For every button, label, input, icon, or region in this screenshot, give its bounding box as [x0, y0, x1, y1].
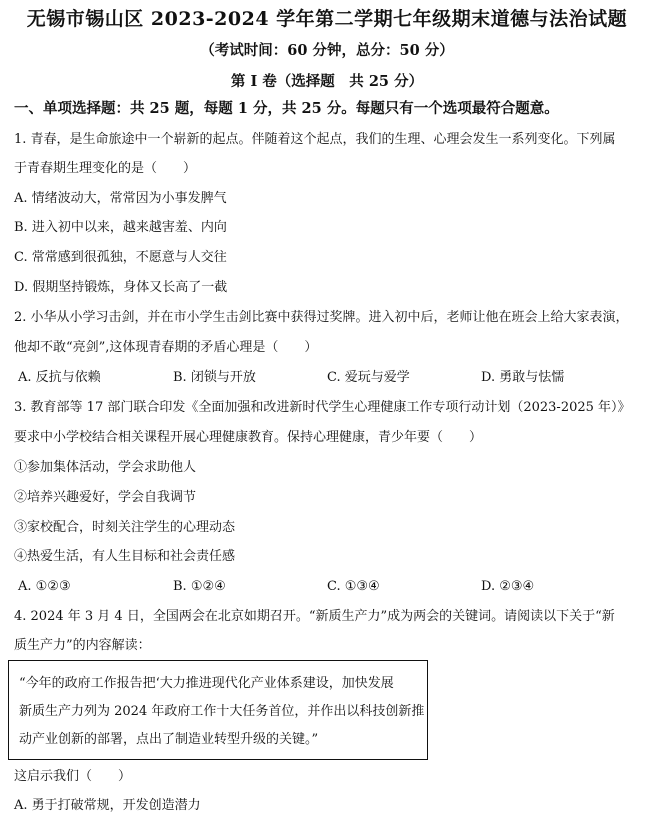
- q2-option-c: C. 爱玩与爱学: [327, 370, 410, 385]
- q1-stem-line2: 于青春期生理变化的是（ ）: [14, 161, 197, 176]
- section-heading: 一、单项选择题：共 25 题，每题 1 分，共 25 分。每题只有一个选项最符合题意。: [14, 100, 559, 117]
- q3-option-d: D. ②③④: [481, 579, 535, 594]
- q4-prompt: 这启示我们（ ）: [14, 769, 132, 784]
- quote-line-3: 动产业创新的部署，点出了制造业转型升级的关键。”: [19, 732, 319, 747]
- exam-info: （考试时间：60 分钟，总分：50 分）: [200, 42, 454, 59]
- q3-option-c: C. ①③④: [327, 579, 380, 594]
- exam-title: 无锡市锡山区 2023-2024 学年第二学期七年级期末道德与法治试题: [26, 8, 628, 30]
- q3-item-4: ④热爱生活，有人生目标和社会责任感: [14, 549, 236, 564]
- q2-stem-line1: 2. 小华从小学习击剑，并在市小学生击剑比赛中获得过奖牌。进入初中后，老师让他在班会上给大家表演，: [14, 310, 629, 325]
- q1-option-d: D. 假期坚持锻炼，身体又长高了一截: [14, 280, 228, 295]
- quote-box: [8, 660, 428, 760]
- volume-title: 第 I 卷（选择题 共 25 分）: [230, 73, 424, 90]
- q2-option-b: B. 闭锁与开放: [173, 370, 256, 385]
- q4-stem-line2: 质生产力”的内容解读：: [14, 638, 151, 653]
- q3-item-3: ③家校配合，时刻关注学生的心理动态: [14, 520, 236, 535]
- q2-stem-line2: 他却不敢“亮剑”,这体现青春期的矛盾心理是（ ）: [14, 340, 318, 355]
- q2-option-d: D. 勇敢与怯懦: [481, 370, 565, 385]
- q4-option-a: A. 勇于打破常规，开发创造潜力: [14, 798, 201, 813]
- q2-option-a: A. 反抗与依赖: [18, 370, 101, 385]
- q3-option-a: A. ①②③: [18, 579, 71, 594]
- q1-option-b: B. 进入初中以来，越来越害羞、内向: [14, 220, 227, 235]
- q3-option-b: B. ①②④: [173, 579, 226, 594]
- q1-stem-line1: 1. 青春，是生命旅途中一个崭新的起点。伴随着这个起点，我们的生理、心理会发生一系列变化。下列属: [14, 132, 616, 147]
- q1-option-c: C. 常常感到很孤独，不愿意与人交往: [14, 250, 227, 265]
- quote-line-1: “今年的政府工作报告把‘大力推进现代化产业体系建设，加快发展: [19, 676, 394, 691]
- q3-item-1: ①参加集体活动，学会求助他人: [14, 460, 197, 475]
- q3-item-2: ②培养兴趣爱好，学会自我调节: [14, 490, 197, 505]
- quote-line-2: 新质生产力列为 2024 年政府工作十大任务首位，并作出以科技创新推: [19, 704, 425, 719]
- q3-stem-line2: 要求中小学校结合相关课程开展心理健康教育。保持心理健康，青少年要（ ）: [14, 430, 483, 445]
- q4-stem-line1: 4. 2024 年 3 月 4 日，全国两会在北京如期召开。“新质生产力”成为两会的关键词。请阅读以下关于“新: [14, 609, 615, 624]
- q1-option-a: A. 情绪波动大，常常因为小事发脾气: [14, 191, 227, 206]
- q3-stem-line1: 3. 教育部等 17 部门联合印发《全面加强和改进新时代学生心理健康工作专项行动计划（2023-2025 年）》: [14, 400, 631, 415]
